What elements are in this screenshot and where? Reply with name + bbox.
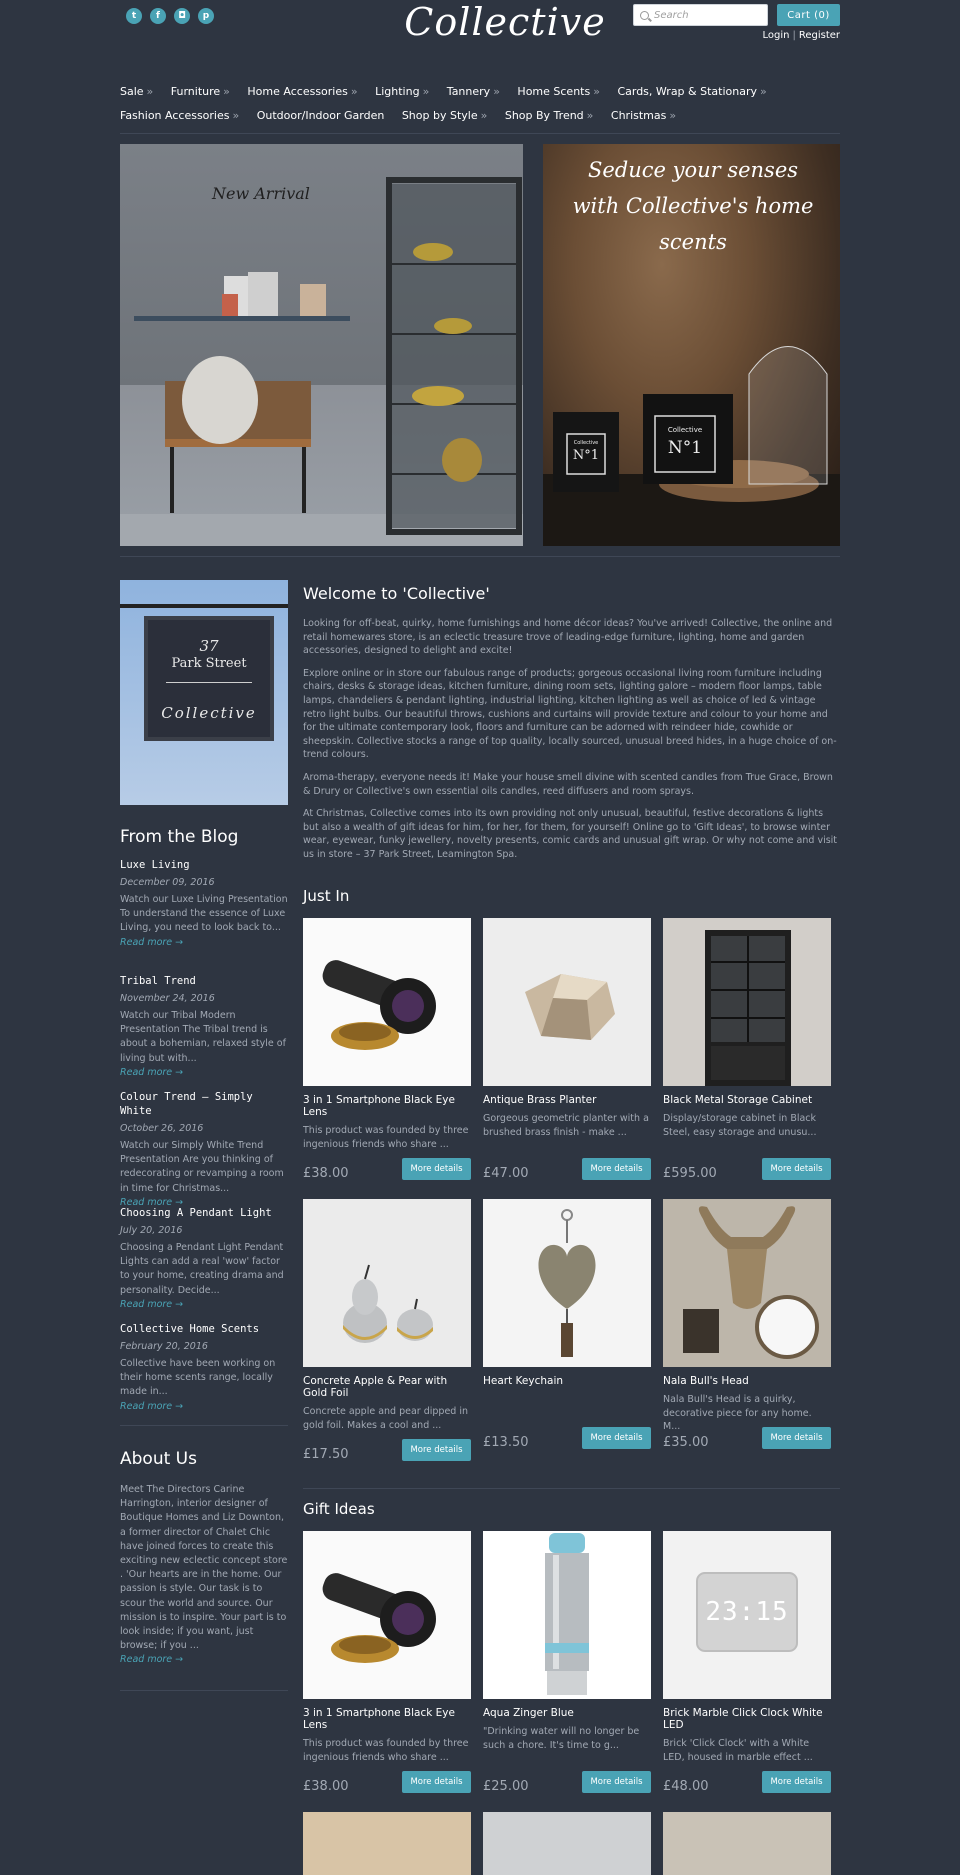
more-details-button[interactable]: More details [582, 1771, 651, 1793]
product-description: Nala Bull's Head is a quirky, decorative piece for any home. M... [663, 1394, 812, 1432]
read-more-link[interactable]: Read more → [120, 1654, 184, 1666]
nav-arrow: » [669, 109, 677, 122]
blog-post [120, 1206, 290, 1312]
just-in-heading: Just In [303, 887, 350, 905]
product-price: £25.00 [483, 1779, 529, 1794]
social-links [126, 8, 214, 24]
heart-keychain-illustration [483, 1199, 651, 1367]
product-price: £17.50 [303, 1447, 349, 1462]
nav-item-sale[interactable] [120, 80, 153, 104]
nav-item-label: Home Accessories [247, 85, 348, 98]
product-price: £13.50 [483, 1435, 529, 1450]
box-label-brand: Collective [573, 440, 599, 446]
product-image[interactable] [663, 1531, 831, 1699]
product-description: This product was founded by three ingenious friends who share ... [303, 1738, 469, 1763]
nav-arrow: » [493, 85, 500, 98]
nav-item-label: Home Scents [517, 85, 591, 98]
welcome-paragraph: Aroma-therapy, everyone needs it! Make your house smell divine with scented candles from True Grace, Brown & Drury or Collective's own essential oils candles, reed diffusers and room sprays. [303, 771, 833, 797]
read-more-link[interactable]: Read more → [120, 936, 184, 948]
divider [303, 1488, 840, 1489]
more-details-button[interactable]: More details [402, 1439, 471, 1461]
nav-item-label: Lighting [375, 85, 420, 98]
product-card[interactable] [663, 1531, 831, 1794]
blog-post-date: February 20, 2016 [120, 1341, 208, 1352]
nav-item-shop-by-trend[interactable] [505, 104, 594, 128]
divider [120, 133, 840, 134]
blog-post-excerpt: Collective have been working on their home scents range, locally made in... [120, 1358, 276, 1398]
nav-arrow: » [146, 85, 154, 98]
instagram-icon[interactable]: ◘ [174, 8, 190, 24]
nav-item-label: Cards, Wrap & Stationary [617, 85, 757, 98]
more-details-button[interactable]: More details [402, 1771, 471, 1793]
blog-post-excerpt: Watch our Tribal Modern Presentation The Tribal trend is about a bohemian, relaxed style of living but with... [120, 1010, 286, 1064]
divider [120, 556, 840, 557]
blog-post-date: July 20, 2016 [120, 1225, 183, 1236]
welcome-heading: Welcome to 'Collective' [303, 584, 490, 603]
nav-item-label: Christmas [610, 109, 667, 122]
twitter-icon[interactable]: t [126, 8, 142, 24]
bottle-illustration [483, 1531, 651, 1699]
store-sign [144, 616, 274, 741]
blog-post-title[interactable]: Colour Trend – Simply White [120, 1091, 253, 1117]
nav-item-fashion-accessories[interactable] [120, 104, 239, 128]
product-price: £48.00 [663, 1779, 709, 1794]
blog-post-date: October 26, 2016 [120, 1123, 204, 1134]
planter-illustration [483, 918, 651, 1086]
about-heading: About Us [120, 1449, 197, 1469]
product-name[interactable]: 3 in 1 Smartphone Black Eye Lens [303, 1707, 455, 1731]
product-name[interactable]: Nala Bull's Head [663, 1375, 749, 1387]
product-name[interactable]: Black Metal Storage Cabinet [663, 1094, 813, 1106]
separator: | [792, 30, 796, 41]
product-name[interactable]: Concrete Apple & Pear with Gold Foil [303, 1375, 448, 1399]
facebook-icon[interactable]: f [150, 8, 166, 24]
more-details-button[interactable]: More details [762, 1158, 831, 1180]
nav-item-furniture[interactable] [171, 80, 230, 104]
blog-heading: From the Blog [120, 827, 239, 847]
product-card[interactable] [483, 1812, 651, 1875]
product-name[interactable]: Brick Marble Click Clock White LED [663, 1707, 823, 1731]
hero-caption: Seduce your senses with Collective's home scents [572, 158, 814, 254]
product-description: "Drinking water will no longer be such a chore. It's time to g... [483, 1726, 640, 1751]
product-price: £47.00 [483, 1166, 529, 1181]
nav-item-tannery[interactable] [447, 80, 500, 104]
sign-rule [166, 682, 252, 683]
product-image[interactable] [303, 1199, 471, 1367]
product-card[interactable] [663, 1199, 831, 1450]
hero-banner-home-scents[interactable] [543, 144, 840, 546]
cart-button[interactable]: Cart (0) [777, 4, 840, 26]
welcome-section [303, 584, 840, 871]
welcome-paragraph: At Christmas, Collective comes into its own providing not only unusual, beautiful, festive decorations & lights but also a wealth of gift ideas for him, for her, for them, for yourself! Online go to 'Gift Ideas', to browse winter wear, eyewear, funky jewellery, novelty presents, comic cards and unusual gift wrap. Or why not come and visit us in store – 37 Park Street, Leamington Spa. [303, 808, 838, 860]
nav-item-christmas[interactable] [611, 104, 676, 128]
product-description: Brick 'Click Clock' with a White LED, housed in marble effect ... [663, 1738, 813, 1763]
more-details-button[interactable]: More details [582, 1158, 651, 1180]
product-price: £38.00 [303, 1166, 349, 1181]
product-name[interactable]: Antique Brass Planter [483, 1094, 597, 1106]
nav-item-home-scents[interactable] [517, 80, 600, 104]
product-description: This product was founded by three ingenious friends who share ... [303, 1125, 469, 1150]
product-image[interactable] [303, 1812, 471, 1875]
about-text: Meet The Directors Carine Harrington, interior designer of Boutique Homes and Liz Downton, a former director of Chalet Chic have joined forces to create this exciting new eclectic concept store . 'Our hearts are in the home. Our passion is style. Our task is to scour the world and source. Our mission is to inspire. Your part is to look inside; if you want, just browse; if you ... [120, 1484, 288, 1652]
welcome-paragraph: Explore online or in store our fabulous range of products; gorgeous occasional living room furniture including chairs, desks & storage ideas, kitchen furniture, dining room sets, lighting galore – modern floor lamps, table lamps, chandeliers & pendant lighting, industrial lighting, kitchen lighting as well as choice of led & vintage retro light bulbs. Our beautiful throws, cushions and curtains will provide texture and colour to your home and for the ultimate contemporary look, floors and furniture can be adorned with reindeer hide, cowhide or sheepskin. Collective stocks a range of top quality, locally sourced, unusual breed hides, in a huge choice of on-trend colours. [303, 667, 837, 761]
hero-caption: New Arrival [212, 184, 310, 203]
product-price: £38.00 [303, 1779, 349, 1794]
blog-post [120, 1322, 290, 1414]
nav-item-lighting[interactable] [375, 80, 429, 104]
product-image[interactable] [483, 1531, 651, 1699]
read-more-link[interactable]: Read more → [120, 1400, 184, 1412]
divider [120, 1425, 288, 1426]
blog-post [120, 1090, 290, 1210]
nav-arrow: » [232, 109, 240, 122]
about-section [120, 1483, 290, 1667]
product-image[interactable] [483, 918, 651, 1086]
new-arrival-illustration [120, 144, 523, 546]
sign-name: Collective [161, 704, 257, 722]
product-image[interactable] [303, 1531, 471, 1699]
nav-arrow: » [350, 85, 358, 98]
blog-post-title[interactable]: Luxe Living [120, 859, 190, 871]
candle-label-number: N°1 [667, 438, 703, 458]
cabinet-illustration [663, 918, 831, 1086]
more-details-button[interactable]: More details [762, 1427, 831, 1449]
divider [120, 1690, 288, 1691]
product-image[interactable] [303, 918, 471, 1086]
clock-display: 23:15 [705, 1597, 789, 1627]
nav-item-cards-wrap-stationary[interactable] [617, 80, 766, 104]
product-card[interactable] [483, 918, 651, 1181]
nav-arrow: » [760, 85, 767, 98]
blog-post-excerpt: Choosing a Pendant Light Pendant Lights can add a real 'wow' factor to your home, creating drama and personality. Decide... [120, 1242, 284, 1296]
product-card[interactable] [663, 1812, 831, 1875]
welcome-paragraph: Looking for off-beat, quirky, home furnishings and home décor ideas? You've arrived! Collective, the online and retail homewares store, is an eclectic treasure trove of leading-edge furniture, lighting, home and garden accessories, designed to delight and excite! [303, 618, 833, 657]
site-logo[interactable]: Collective [404, 0, 606, 44]
product-name[interactable]: Aqua Zinger Blue [483, 1707, 574, 1719]
product-card[interactable] [303, 1199, 471, 1462]
main-navigation [120, 80, 840, 128]
product-description: Gorgeous geometric planter with a brushed brass finish - make ... [483, 1113, 649, 1138]
product-card[interactable] [663, 918, 831, 1181]
blog-post-title[interactable]: Choosing A Pendant Light [120, 1207, 272, 1219]
product-card[interactable] [483, 1531, 651, 1794]
blog-post-excerpt: Watch our Luxe Living Presentation To understand the essence of Luxe Living, you need to look back to... [120, 894, 288, 934]
blog-post-date: November 24, 2016 [120, 993, 215, 1004]
nav-item-label: Shop By Trend [504, 109, 584, 122]
nav-item-label: Tannery [446, 85, 491, 98]
product-description: Display/storage cabinet in Black Steel, easy storage and unusu... [663, 1113, 817, 1138]
nav-item-label: Furniture [170, 85, 221, 98]
read-more-link[interactable]: Read more → [120, 1298, 184, 1310]
blog-post-date: December 09, 2016 [120, 877, 215, 888]
read-more-link[interactable]: Read more → [120, 1196, 184, 1208]
product-image[interactable] [663, 1812, 831, 1875]
product-name[interactable]: 3 in 1 Smartphone Black Eye Lens [303, 1094, 455, 1118]
more-details-button[interactable]: More details [582, 1427, 651, 1449]
apple-pear-illustration [303, 1199, 471, 1367]
blog-post-title[interactable]: Collective Home Scents [120, 1323, 260, 1335]
nav-arrow: » [422, 85, 430, 98]
nav-item-shop-by-style[interactable] [402, 104, 488, 128]
more-details-button[interactable]: More details [762, 1771, 831, 1793]
product-image[interactable] [663, 1199, 831, 1367]
blog-post-title[interactable]: Tribal Trend [120, 975, 196, 987]
candle-label-brand: Collective [667, 426, 703, 434]
nav-item-label: Outdoor/Indoor Garden [256, 109, 385, 122]
nav-item-label: Shop by Style [401, 109, 478, 122]
product-card[interactable] [483, 1199, 651, 1450]
product-card[interactable] [303, 918, 471, 1181]
product-price: £595.00 [663, 1166, 717, 1181]
gift-ideas-heading: Gift Ideas [303, 1500, 375, 1518]
blog-post [120, 858, 290, 950]
product-image[interactable] [483, 1812, 651, 1875]
search-box [633, 4, 768, 26]
nav-item-label: Sale [120, 85, 144, 98]
nav-arrow: » [593, 85, 600, 98]
box-label-number: N°1 [572, 448, 600, 463]
nav-arrow: » [480, 109, 488, 122]
nav-arrow: » [223, 85, 230, 98]
pinterest-icon[interactable]: p [198, 8, 214, 24]
product-image[interactable] [483, 1199, 651, 1367]
lens-clip-illustration [303, 918, 471, 1086]
product-price: £35.00 [663, 1435, 709, 1450]
blog-post [120, 974, 290, 1080]
nav-arrow: » [586, 109, 594, 122]
nav-item-label: Fashion Accessories [120, 109, 230, 122]
search-icon [640, 11, 649, 20]
blog-post-excerpt: Watch our Simply White Trend Presentation Are you thinking of redecorating or revamping a room in time for Christmas... [120, 1140, 284, 1194]
account-links [762, 30, 840, 41]
search-input[interactable] [654, 10, 764, 21]
nav-item-outdoor-indoor-garden[interactable] [257, 104, 385, 128]
sign-number: 37 [199, 637, 219, 655]
sign-street: Park Street [171, 656, 247, 671]
lens-clip-illustration [303, 1531, 471, 1699]
product-image[interactable] [663, 918, 831, 1086]
bull-head-illustration [663, 1199, 831, 1367]
sign-bracket [120, 604, 288, 608]
more-details-button[interactable]: More details [402, 1158, 471, 1180]
login-link[interactable]: Login [762, 30, 790, 41]
product-description: Concrete apple and pear dipped in gold foil. Makes a cool and ... [303, 1406, 469, 1431]
register-link[interactable]: Register [798, 30, 840, 41]
product-name[interactable]: Heart Keychain [483, 1375, 564, 1387]
nav-item-home-accessories[interactable] [247, 80, 357, 104]
store-sign-photo [120, 580, 288, 805]
hero-banner-new-arrival[interactable] [120, 144, 523, 546]
read-more-link[interactable]: Read more → [120, 1066, 184, 1078]
product-card[interactable] [303, 1531, 471, 1794]
product-card[interactable] [303, 1812, 471, 1875]
